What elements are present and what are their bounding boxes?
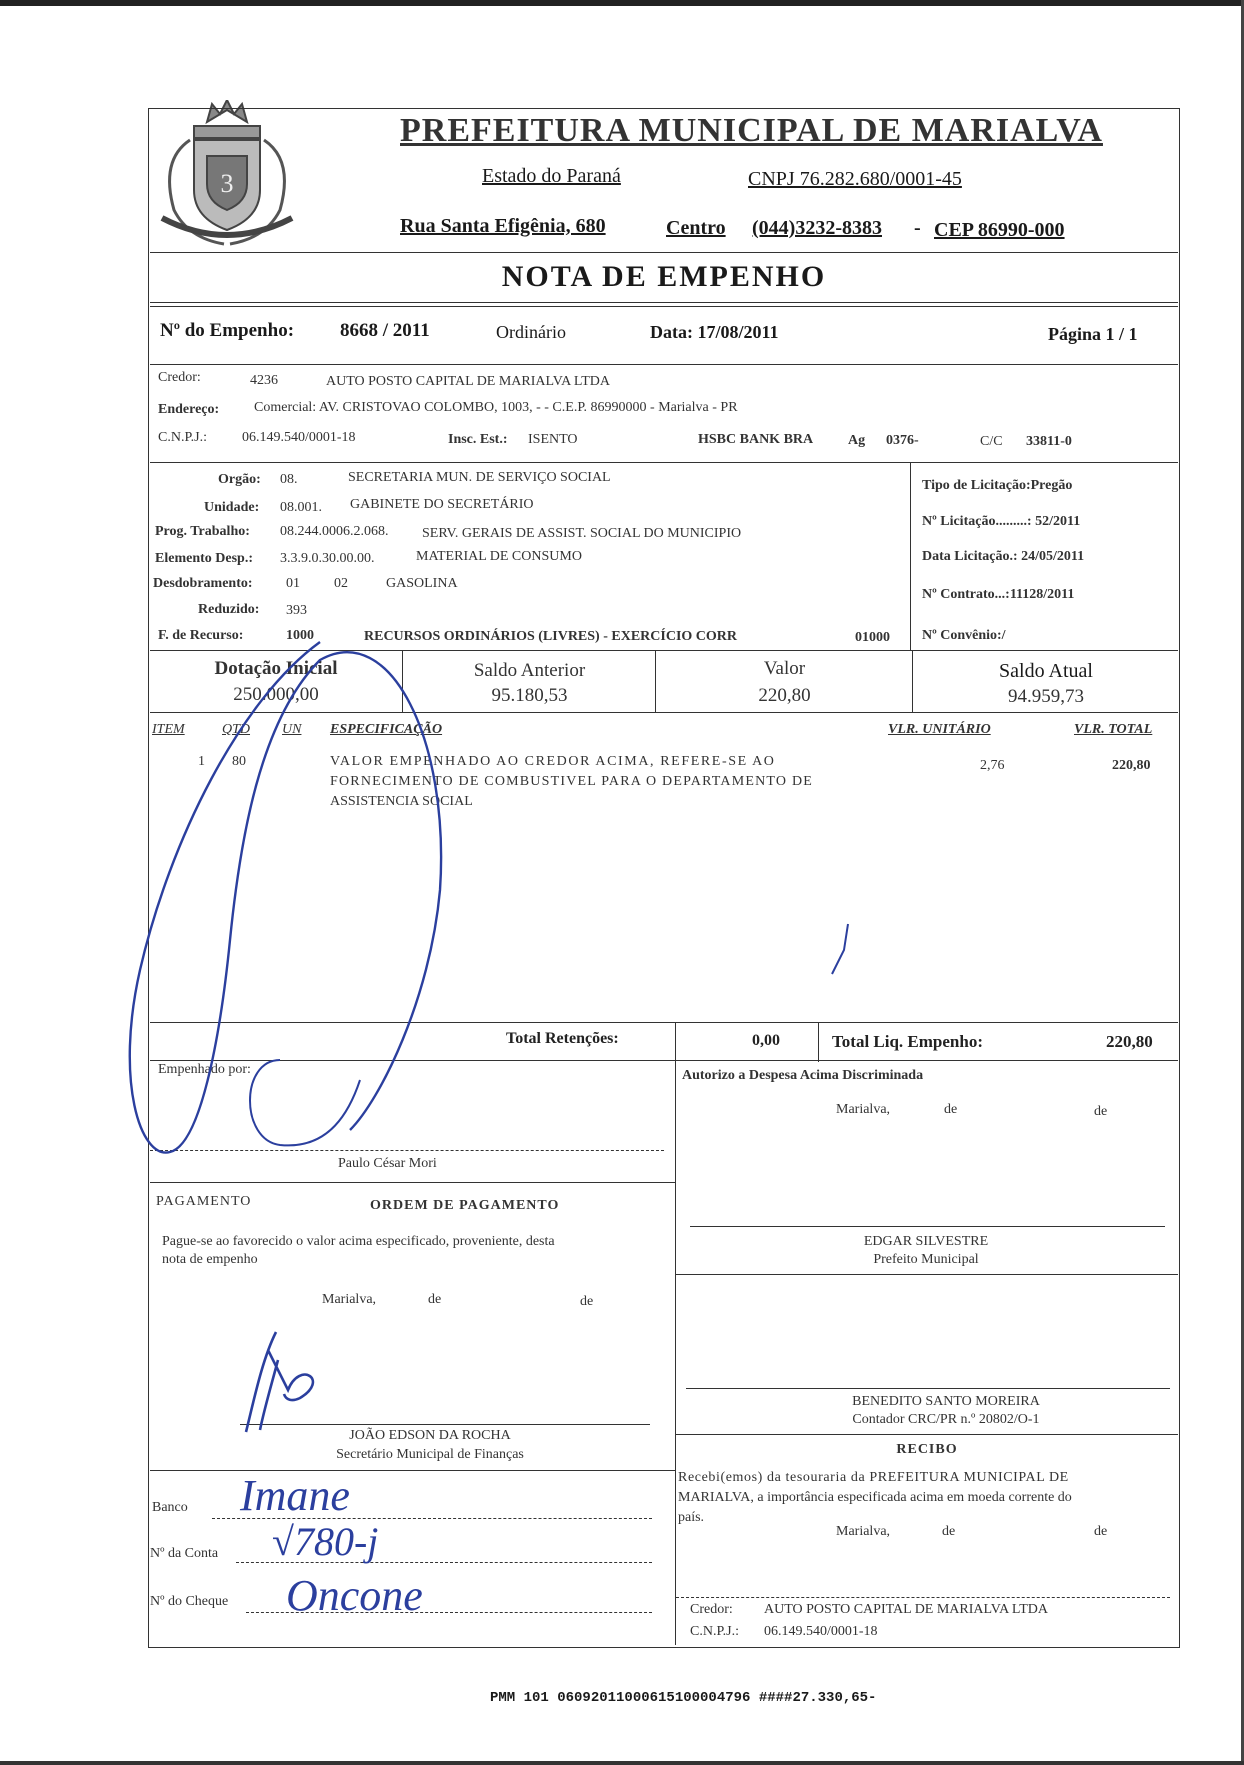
row-qtd: 80 xyxy=(232,754,246,769)
recibo-credor: AUTO POSTO CAPITAL DE MARIALVA LTDA xyxy=(764,1602,1048,1617)
autorizo-role: Prefeito Municipal xyxy=(873,1252,979,1267)
autorizo-name: EDGAR SILVESTRE xyxy=(863,1234,989,1249)
recibo-de1: de xyxy=(942,1524,956,1539)
footer-code: PMM 101 06092011000615100004796 ####27.330,65- xyxy=(490,1690,877,1706)
header-address: Rua Santa Efigênia, 680 xyxy=(400,215,606,237)
saldo-atual-label: Saldo Atual xyxy=(999,660,1093,682)
row-spec-line2: FORNECIMENTO DE COMBUSTIVEL PARA O DEPARTAMENTO DE xyxy=(330,774,814,789)
total-liquido-value: 220,80 xyxy=(1106,1032,1153,1051)
scan-bottom-edge xyxy=(0,1761,1244,1765)
pen-loop-mark xyxy=(120,640,460,1160)
elemento-code: 3.3.9.0.30.00.00. xyxy=(280,551,375,566)
pagamento-name: JOÃO EDSON DA ROCHA xyxy=(349,1428,511,1443)
unidade-label: Unidade: xyxy=(204,500,260,515)
creditor-account: 33811-0 xyxy=(1026,434,1072,449)
ordem-pagamento-label: ORDEM DE PAGAMENTO xyxy=(370,1198,560,1213)
rule xyxy=(676,1434,1178,1435)
rule xyxy=(150,462,1178,463)
col-qtd: QTD xyxy=(222,722,251,737)
recurso-code2: 01000 xyxy=(855,630,890,645)
recurso-name: RECURSOS ORDINÁRIOS (LIVRES) - EXERCÍCIO CORR xyxy=(364,629,737,644)
empenho-type: Ordinário xyxy=(496,322,566,342)
rule xyxy=(150,1182,675,1183)
creditor-bank: HSBC BANK BRA xyxy=(698,432,814,447)
recibo-de2: de xyxy=(1094,1524,1108,1539)
svg-text:3: 3 xyxy=(220,169,234,198)
creditor-insc: ISENTO xyxy=(528,432,578,447)
licitacao-contrato: Nº Contrato...:11128/2011 xyxy=(922,587,1075,602)
recibo-text1: Recebi(emos) da tesouraria da PREFEITURA MUNICIPAL DE xyxy=(678,1470,1069,1485)
empenho-number: 8668 / 2011 xyxy=(340,320,430,341)
creditor-account-label: C/C xyxy=(980,434,1003,449)
creditor-address-label: Endereço: xyxy=(158,402,220,417)
recibo-text3: país. xyxy=(678,1510,705,1525)
recibo-cnpj: 06.149.540/0001-18 xyxy=(764,1624,878,1639)
total-retencoes-value: 0,00 xyxy=(752,1032,780,1049)
rule xyxy=(676,1274,1178,1275)
licitacao-convenio: Nº Convênio:/ xyxy=(922,628,1006,643)
valor-label: Valor xyxy=(763,658,806,679)
col-vlr-total: VLR. TOTAL xyxy=(1074,722,1153,737)
recibo-city: Marialva, xyxy=(836,1524,891,1539)
rule xyxy=(910,462,911,650)
autorizo-label: Autorizo a Despesa Acima Discriminada xyxy=(682,1068,924,1083)
rule xyxy=(150,364,1178,365)
col-especificacao: ESPECIFICAÇÃO xyxy=(330,722,443,737)
unidade-code: 08.001. xyxy=(280,500,322,515)
creditor-insc-label: Insc. Est.: xyxy=(448,432,508,447)
licitacao-numero: Nº Licitação.........: 52/2011 xyxy=(922,514,1081,529)
creditor-cnpj: 06.149.540/0001-18 xyxy=(242,430,356,445)
row-item: 1 xyxy=(198,754,205,769)
licitacao-tipo: Tipo de Licitação:Pregão xyxy=(922,478,1073,493)
recurso-label: F. de Recurso: xyxy=(158,628,244,643)
col-vlr-unitario: VLR. UNITÁRIO xyxy=(888,722,991,737)
header-district: Centro xyxy=(666,217,726,239)
signature-line xyxy=(690,1226,1165,1227)
autorizo-city: Marialva, xyxy=(836,1102,891,1117)
contador-role: Contador CRC/PR n.º 20802/O-1 xyxy=(852,1412,1040,1427)
scan-top-edge xyxy=(0,0,1244,6)
rule xyxy=(150,306,1178,307)
page-number: Página 1 / 1 xyxy=(1048,324,1138,344)
desdobramento-label: Desdobramento: xyxy=(153,576,253,591)
reduzido-label: Reduzido: xyxy=(198,602,260,617)
pagamento-text2: nota de empenho xyxy=(162,1252,258,1267)
autorizo-de1: de xyxy=(944,1102,958,1117)
orgao-name: SECRETARIA MUN. DE SERVIÇO SOCIAL xyxy=(348,470,611,485)
pagamento-de2: de xyxy=(580,1294,594,1309)
desdobramento-code2: 02 xyxy=(334,576,348,591)
saldo-anterior-label: Saldo Anterior xyxy=(473,660,586,681)
rule xyxy=(912,650,913,712)
creditor-agency-label: Ag xyxy=(848,433,866,448)
creditor-cnpj-label: C.N.P.J.: xyxy=(158,430,208,445)
total-liquido-label: Total Liq. Empenho: xyxy=(832,1032,983,1051)
col-un: UN xyxy=(282,722,302,737)
autorizo-de2: de xyxy=(1094,1104,1108,1119)
creditor-code: 4236 xyxy=(250,373,278,388)
municipality-title: PREFEITURA MUNICIPAL DE MARIALVA xyxy=(400,112,1103,149)
creditor-address: Comercial: AV. CRISTOVAO COLOMBO, 1003, - - C.E.P. 86990000 - Marialva - PR xyxy=(254,400,738,415)
pagamento-de1: de xyxy=(428,1292,442,1307)
recurso-code: 1000 xyxy=(286,628,314,643)
saldo-anterior-value: 95.180,53 xyxy=(491,685,568,706)
header-phone: (044)3232-8383 xyxy=(752,217,882,239)
rule xyxy=(150,1470,675,1471)
licitacao-data: Data Licitação.: 24/05/2011 xyxy=(922,549,1085,564)
reduzido-value: 393 xyxy=(286,603,307,618)
elemento-name: MATERIAL DE CONSUMO xyxy=(416,549,582,564)
empenhado-name: Paulo César Mori xyxy=(338,1156,437,1171)
orgao-code: 08. xyxy=(280,472,298,487)
pagamento-text1: Pague-se ao favorecido o valor acima especificado, proveniente, desta xyxy=(162,1234,555,1249)
rule xyxy=(818,1022,819,1062)
row-spec-line1: VALOR EMPENHADO AO CREDOR ACIMA, REFERE-SE AO xyxy=(330,754,776,769)
rule xyxy=(655,650,656,712)
recibo-label: RECIBO xyxy=(896,1442,958,1457)
dotacao-value: 250.000,00 xyxy=(233,684,319,705)
empenhado-label: Empenhado por: xyxy=(158,1062,251,1077)
banco-label: Banco xyxy=(152,1500,188,1515)
header-cep: CEP 86990-000 xyxy=(934,219,1065,241)
unidade-name: GABINETE DO SECRETÁRIO xyxy=(350,497,534,512)
elemento-label: Elemento Desp.: xyxy=(155,551,253,566)
conta-label: Nº da Conta xyxy=(150,1546,219,1561)
contador-name: BENEDITO SANTO MOREIRA xyxy=(852,1394,1040,1409)
cheque-handwritten: Oncone xyxy=(286,1571,423,1620)
total-retencoes-label: Total Retenções: xyxy=(506,1030,619,1047)
rule xyxy=(675,1060,676,1645)
pagamento-city: Marialva, xyxy=(322,1292,377,1307)
cheque-label: Nº do Cheque xyxy=(150,1594,229,1609)
empenho-date: Data: 17/08/2011 xyxy=(650,322,779,342)
recibo-text2: MARIALVA, a importância especificada acima em moeda corrente do xyxy=(678,1490,1072,1505)
saldo-atual-value: 94.959,73 xyxy=(1008,686,1084,707)
document-title: NOTA DE EMPENHO xyxy=(501,260,827,293)
col-item: ITEM xyxy=(152,722,185,737)
row-vlr-unitario: 2,76 xyxy=(980,758,1005,773)
rule xyxy=(150,252,1178,253)
rule xyxy=(150,302,1178,303)
pen-signature-mark xyxy=(240,1320,360,1440)
banco-handwritten: Imane xyxy=(240,1471,350,1520)
desdobramento-code1: 01 xyxy=(286,576,300,591)
row-vlr-total: 220,80 xyxy=(1112,758,1151,773)
signature-line xyxy=(676,1597,1170,1598)
empenho-number-label: Nº do Empenho: xyxy=(160,320,295,341)
recibo-credor-label: Credor: xyxy=(690,1602,733,1617)
pagamento-label: PAGAMENTO xyxy=(156,1194,252,1209)
prog-label: Prog. Trabalho: xyxy=(155,524,250,539)
rule xyxy=(675,1022,676,1062)
dotacao-label: Dotação Inicial xyxy=(214,658,338,679)
creditor-agency: 0376- xyxy=(886,433,919,448)
header-dash: - xyxy=(914,217,921,239)
prog-code: 08.244.0006.2.068. xyxy=(280,524,389,539)
pagamento-role: Secretário Municipal de Finanças xyxy=(336,1447,524,1462)
state-name: Estado do Paraná xyxy=(482,165,621,187)
recibo-cnpj-label: C.N.P.J.: xyxy=(690,1624,740,1639)
desdobramento-name: GASOLINA xyxy=(386,576,458,591)
pen-tick-mark xyxy=(820,920,860,980)
prog-name: SERV. GERAIS DE ASSIST. SOCIAL DO MUNICIPIO xyxy=(422,526,742,541)
row-spec-line3: ASSISTENCIA SOCIAL xyxy=(330,794,473,809)
orgao-label: Orgão: xyxy=(218,472,261,487)
valor-value: 220,80 xyxy=(758,685,811,706)
signature-line xyxy=(686,1388,1170,1389)
municipality-cnpj: CNPJ 76.282.680/0001-45 xyxy=(748,168,962,190)
conta-handwritten: √780-j xyxy=(272,1519,379,1564)
creditor-label: Credor: xyxy=(158,370,201,385)
creditor-name: AUTO POSTO CAPITAL DE MARIALVA LTDA xyxy=(326,374,610,389)
